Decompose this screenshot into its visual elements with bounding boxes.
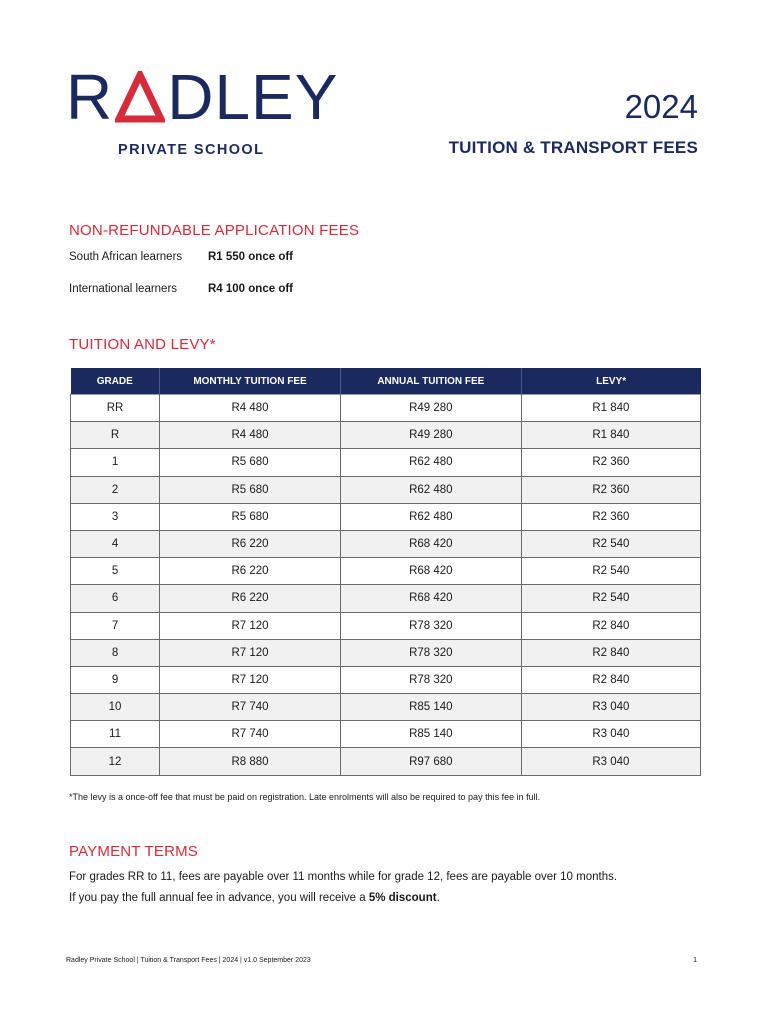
application-fees-heading: NON-REFUNDABLE APPLICATION FEES (69, 222, 360, 239)
page-footer: Radley Private School | Tuition & Transport Fees | 2024 | v1.0 September 2023 (66, 957, 311, 964)
fee-label: South African learners (69, 251, 183, 263)
cell-annual-fee: R78 320 (340, 639, 521, 666)
cell-levy: R3 040 (521, 748, 700, 775)
cell-grade: 2 (71, 476, 160, 503)
cell-levy: R2 360 (521, 449, 700, 476)
cell-monthly-fee: R7 120 (160, 639, 341, 666)
cell-levy: R2 840 (521, 612, 700, 639)
cell-levy: R2 840 (521, 639, 700, 666)
column-header-monthly-fee: MONTHLY TUITION FEE (160, 368, 341, 395)
logo-wordmark-right: DLEY (167, 61, 339, 133)
cell-monthly-fee: R4 480 (160, 395, 341, 422)
column-header-annual-fee: ANNUAL TUITION FEE (340, 368, 521, 395)
cell-levy: R1 840 (521, 422, 700, 449)
cell-monthly-fee: R6 220 (160, 585, 341, 612)
fee-amount: R1 550 once off (208, 251, 293, 263)
document-year: 2024 (624, 88, 698, 125)
tuition-fee-table (70, 368, 701, 776)
logo-triangle-icon (115, 71, 165, 123)
table-row (71, 558, 701, 585)
cell-levy: R1 840 (521, 395, 700, 422)
cell-annual-fee: R97 680 (340, 748, 521, 775)
cell-monthly-fee: R5 680 (160, 476, 341, 503)
table-row (71, 666, 701, 693)
cell-annual-fee: R68 420 (340, 530, 521, 557)
application-fee-south-african (69, 251, 293, 263)
logo-subtitle: PRIVATE SCHOOL (118, 142, 265, 158)
cell-annual-fee: R62 480 (340, 476, 521, 503)
cell-grade: 11 (71, 721, 160, 748)
cell-grade: 1 (71, 449, 160, 476)
cell-monthly-fee: R7 740 (160, 721, 341, 748)
cell-grade: 10 (71, 694, 160, 721)
cell-monthly-fee: R6 220 (160, 530, 341, 557)
cell-monthly-fee: R5 680 (160, 503, 341, 530)
cell-annual-fee: R85 140 (340, 694, 521, 721)
levy-footnote: *The levy is a once-off fee that must be paid on registration. Late enrolments will also be required to pay this fee in full. (69, 792, 541, 802)
logo-wordmark (66, 61, 339, 133)
table-row (71, 449, 701, 476)
table-row (71, 721, 701, 748)
cell-monthly-fee: R7 120 (160, 666, 341, 693)
cell-monthly-fee: R8 880 (160, 748, 341, 775)
cell-annual-fee: R78 320 (340, 612, 521, 639)
table-row (71, 530, 701, 557)
cell-annual-fee: R62 480 (340, 503, 521, 530)
tuition-levy-heading: TUITION AND LEVY* (69, 336, 216, 353)
column-header-levy: LEVY* (521, 368, 700, 395)
table-row (71, 748, 701, 775)
cell-levy: R2 540 (521, 558, 700, 585)
page-number: 1 (693, 957, 697, 964)
table-row (71, 694, 701, 721)
payment-terms-heading: PAYMENT TERMS (69, 843, 199, 860)
column-header-grade: GRADE (71, 368, 160, 395)
cell-levy: R2 360 (521, 503, 700, 530)
table-row (71, 476, 701, 503)
cell-grade: 6 (71, 585, 160, 612)
cell-grade: 3 (71, 503, 160, 530)
table-row (71, 612, 701, 639)
cell-monthly-fee: R5 680 (160, 449, 341, 476)
cell-annual-fee: R49 280 (340, 395, 521, 422)
application-fee-international (69, 283, 293, 295)
cell-levy: R2 360 (521, 476, 700, 503)
cell-annual-fee: R68 420 (340, 585, 521, 612)
cell-levy: R2 540 (521, 530, 700, 557)
cell-grade: 7 (71, 612, 160, 639)
document-title: TUITION & TRANSPORT FEES (448, 138, 698, 157)
cell-annual-fee: R62 480 (340, 449, 521, 476)
cell-grade: 4 (71, 530, 160, 557)
cell-annual-fee: R68 420 (340, 558, 521, 585)
table-row (71, 395, 701, 422)
payment-terms-text: If you pay the full annual fee in advance, you will receive a (69, 892, 369, 904)
table-row (71, 503, 701, 530)
payment-terms-text-end: . (436, 892, 440, 904)
table-header-row (71, 368, 701, 395)
cell-grade: 12 (71, 748, 160, 775)
cell-grade: 5 (71, 558, 160, 585)
cell-monthly-fee: R7 120 (160, 612, 341, 639)
cell-grade: RR (71, 395, 160, 422)
payment-terms-line-1: For grades RR to 11, fees are payable over 11 months while for grade 12, fees are payable over 10 months. (69, 871, 618, 883)
cell-monthly-fee: R4 480 (160, 422, 341, 449)
table-row (71, 422, 701, 449)
cell-grade: R (71, 422, 160, 449)
cell-levy: R2 840 (521, 666, 700, 693)
cell-grade: 9 (71, 666, 160, 693)
fee-amount: R4 100 once off (208, 283, 293, 295)
cell-levy: R3 040 (521, 694, 700, 721)
cell-levy: R2 540 (521, 585, 700, 612)
cell-monthly-fee: R6 220 (160, 558, 341, 585)
cell-annual-fee: R78 320 (340, 666, 521, 693)
cell-monthly-fee: R7 740 (160, 694, 341, 721)
cell-levy: R3 040 (521, 721, 700, 748)
cell-grade: 8 (71, 639, 160, 666)
cell-annual-fee: R85 140 (340, 721, 521, 748)
table-body (71, 395, 701, 776)
discount-value: 5% discount (368, 892, 437, 904)
logo-wordmark-left: R (66, 61, 114, 133)
table-row (71, 585, 701, 612)
school-logo (66, 61, 339, 160)
cell-annual-fee: R49 280 (340, 422, 521, 449)
table-row (71, 639, 701, 666)
payment-terms-line-2 (69, 892, 440, 904)
fee-label: International learners (69, 283, 178, 295)
